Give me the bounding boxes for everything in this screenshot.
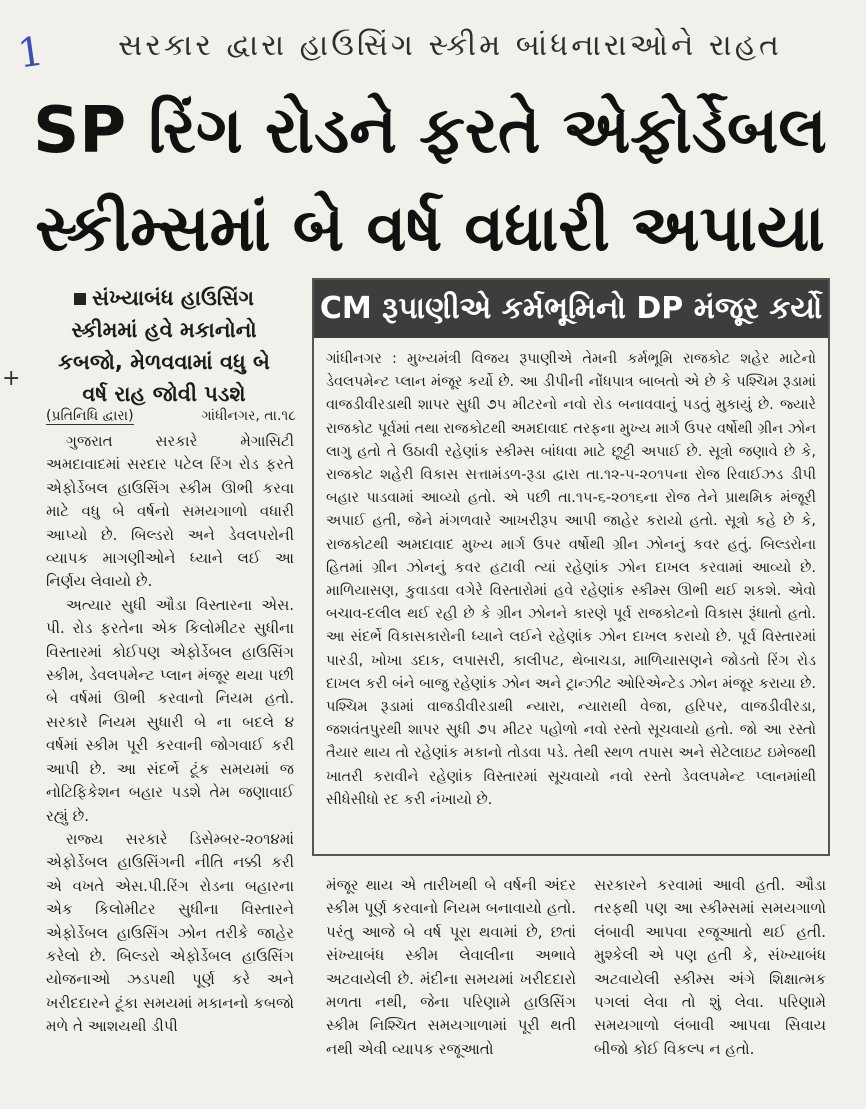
sidebar-box-title: CM રૂપાણીએ કર્મભૂમિનો DP મંજૂર કર્યો <box>314 280 828 338</box>
highlight-bullet <box>46 282 282 410</box>
left-paragraph-3: રાજ્ય સરકારે ડિસેમ્બર-૨૦૧૪માં એફોર્ડેબલ હાઉસિંગની નીતિ નક્કી કરી એ વખતે એસ.પી.રિંગ રોડના બહારના એક કિલોમીટર સુધીના વિસ્તારને એફોર્ડેબલ હાઉસિંગ ઝોન તરીકે જાહેર કરેલો છે. બિલ્ડરો એફોર્ડેબલ હાઉસિંગ યોજનાઓ ઝડપથી પૂર્ણ કરે અને ખરીદદારને ટૂંકા સમયમાં મકાનનો કબજો મળે તે આશયથી ડીપી <box>46 829 294 1036</box>
sidebar-box-text: ગાંધીનગર : મુખ્યમંત્રી વિજય રૂપાણીએ તેમની કર્મભૂમિ રાજકોટ શહેર માટેનો ડેવલપમેન્ટ પ્લાન મંજૂર કર્યો છે. આ ડીપીની નોંધપાત્ર બાબતો એ છે કે પશ્ચિમ રૂડામાં વાજડીવીરડાથી શાપર સુધી ૭૫ મીટરનો નવો રોડ બનાવવાનું પડતું મુકાયું છે. જ્યારે રાજકોટ પૂર્વમાં તથા રાજકોટથી અમદાવાદ તરફના મુખ્ય માર્ગ ઉપર વર્ષોથી ગ્રીન ઝોન લાગુ હતો તે ઉઠાવી રહેણાંક સ્કીમ્સ બાંધવા માટે છૂટ્ટી અપાઈ છે. સૂત્રો જણાવે છે કે, રાજકોટ શહેરી વિકાસ સત્તામંડળ-રૂડા દ્વારા તા.૧૨-૫-૨૦૧૫ના રોજ રિવાઈઝડ ડીપી બહાર પાડવામાં આવ્યો હતો. એ પછી તા.૧૫-૬-૨૦૧૬ના રોજ તેને પ્રાથમિક મંજૂરી અપાઈ હતી, જેને મંગળવારે આખરીરૂપ આપી જાહેર કરાયો હતો. સૂત્રો કહે છે કે, રાજકોટથી અમદાવાદ મુખ્ય માર્ગ ઉપર વર્ષોથી ગ્રીન ઝોનનું કવર હતું. બિલ્ડરોના હિતમાં ગ્રીન ઝોનનું કવર હટાવી ત્યાં રહેણાંક ઝોન દાખલ કરવામાં આવ્યો છે. માળિયાસણ, કુવાડવા વગેરે વિસ્તારોમાં હવે રહેણાંક સ્કીમ્સ ઊભી થઈ શકશે. એવો બચાવ-દલીલ થઈ રહી છે કે ગ્રીન ઝોનને કારણે પૂર્વ રાજકોટનો વિકાસ રૂંધાતો હતો. આ સંદર્ભે વિકાસકારોની ધ્યાને લઈને રહેણાંક ઝોન દાખલ કરાયો છે. પૂર્વ વિસ્તારમાં પારડી, ખોખા ડદાક, લપાસરી, કાલીપટ, થેબાચડા, માળિયાસણને જોડતો રિંગ રોડ દાખલ કરી બંને બાજુ રહેણાંક ઝોન અને ટ્રાન્ઝીટ ઓરિએન્ટેડ ઝોન મંજૂર કરાયા છે. પશ્ચિમ રૂડામાં વાજડીવીરડાથી ન્યારા, ન્યારાથી વેજા, હરિપર, વાજડીવીરડા, જશવંતપુરથી શાપર સુધી ૭૫ મીટર પહોળો નવો રસ્તો સૂચવાયો હતો. જો આ રસ્તો તૈયાર થાય તો રહેણાંક મકાનો તોડવા પડે. તેથી સ્થળ તપાસ અને સેટેલાઇટ ઇમેજથી ખાતરી કરાવીને રહેણાંક વિસ્તારમાં સૂચવાયો નવો રસ્તો ડેવલપમેન્ટ પ્લાનમાંથી સીધેસીધો રદ કરી નંખાયો છે. <box>326 351 816 808</box>
registration-mark: + <box>2 366 21 391</box>
bullet-text: સંખ્યાબંધ હાઉસિંગ સ્કીમમાં હવે મકાનોનો કબજો, મેળવવામાં વધુ બે વર્ષ રાહ જોવી પડશે <box>58 286 270 406</box>
headline-line-1: SP રિંગ રોડને ફરતે એફોર્ડેબલ <box>33 94 827 168</box>
headline-line-2: સ્કીમ્સમાં બે વર્ષ વધારી અપાયા <box>35 192 825 266</box>
byline-dateline: ગાંધીનગર, તા.૧૮ <box>201 408 296 424</box>
byline <box>46 408 296 425</box>
handwritten-mark: 1 <box>14 28 47 78</box>
main-headline <box>30 82 830 278</box>
byline-bureau: (પ્રતિનિધિ દ્વારા) <box>46 408 134 424</box>
sidebar-box-body <box>314 338 828 812</box>
right-column-text: સરકારને કરવામાં આવી હતી. ઔડા તરફથી પણ આ સ્કીમ્સમાં સમયગાળો લંબાવી આપવા રજૂઆતો થઈ હતી. મુશ્કેલી એ પણ હતી કે, સંખ્યાબંધ અટવાયેલી સ્કીમ્સ અંગે શિક્ષાત્મક પગલાં લેવા તો શું લેવા. પરિણામે સમયગાળો લંબાવી આપવા સિવાય બીજો કોઈ વિકલ્પ ન હતો. <box>594 876 826 1058</box>
middle-column <box>326 874 576 1061</box>
middle-column-text: મંજૂર થાય એ તારીખથી બે વર્ષની અંદર સ્કીમ પૂર્ણ કરવાનો નિયમ બનાવાયો હતો. પરંતુ આજે બે વર્ષ પૂરા થવામાં છે, છતાં સંખ્યાબંધ સ્કીમ લેવાલીના અભાવે અટવાયેલી છે. મંદીના સમયમાં ખરીદદારો મળતા નથી, જેના પરિણામે હાઉસિંગ સ્કીમ નિશ્ચિત સમયગાળામાં પૂરી થતી નથી એવી વ્યાપક રજૂઆતો <box>326 876 576 1058</box>
sidebar-box <box>312 278 830 856</box>
left-paragraph-2: અત્યાર સુધી ઔડા વિસ્તારના એસ. પી. રોડ ફરતેના એક કિલોમીટર સુધીના વિસ્તારમાં કોઈપણ એફોર્ડેબલ હાઉસિંગ સ્કીમ, ડેવલપમેન્ટ પ્લાન મંજૂર થયા પછી બે વર્ષમાં ઊભી કરવાનો નિયમ હતો. સરકારે નિયમ સુધારી બે ના બદલે ૪ વર્ષમાં સ્કીમ પૂરી કરવાની જોગવાઈ કરી આપી છે. આ સંદર્ભે ટૂંક સમયમાં જ નોટિફિકેશન બહાર પડશે તેમ જણાવાઈ રહ્યું છે. <box>46 595 294 825</box>
kicker-headline: સરકાર દ્વારા હાઉસિંગ સ્કીમ બાંધનારાઓને રાહત <box>118 28 782 63</box>
left-paragraph-1: ગુજરાત સરકારે મેગાસિટી અમદાવાદમાં સરદાર પટેલ રિંગ રોડ ફરતે એફોર્ડેબલ હાઉસિંગ સ્કીમ ઊભી કરવા માટે વધુ બે વર્ષનો સમયગાળો વધારી આપ્યો છે. બિલ્ડરો અને ડેવલપરોની વ્યાપક માગણીઓને ધ્યાને લઈ આ નિર્ણય લેવાયો છે. <box>46 432 294 591</box>
right-column <box>594 874 826 1061</box>
bullet-square-icon <box>74 293 86 305</box>
left-column <box>46 430 294 1039</box>
